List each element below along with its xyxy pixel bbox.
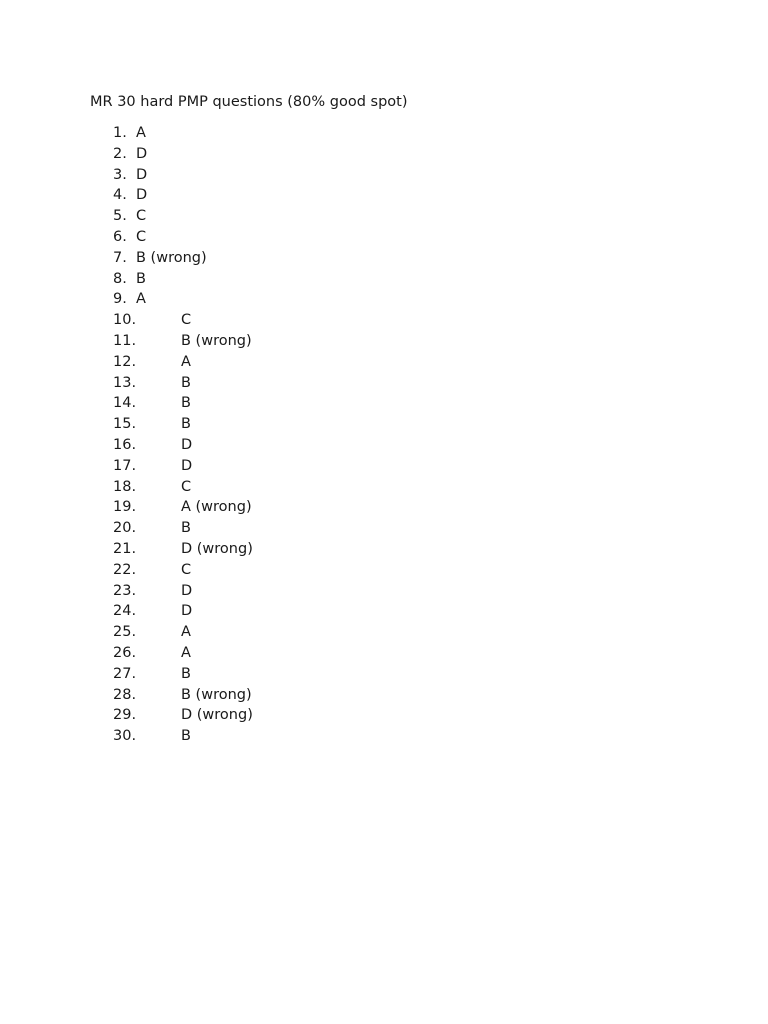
item-answer: B bbox=[181, 665, 191, 682]
item-answer: B (wrong) bbox=[136, 249, 207, 266]
item-answer: A bbox=[181, 644, 191, 661]
item-number: 20. bbox=[113, 520, 137, 537]
item-answer: B bbox=[181, 728, 191, 745]
item-number: 21. bbox=[113, 540, 137, 557]
item-number: 18. bbox=[113, 478, 137, 495]
list-item bbox=[113, 393, 191, 414]
item-number: 2. bbox=[113, 145, 127, 162]
item-answer: B (wrong) bbox=[181, 686, 252, 703]
item-number: 12. bbox=[113, 353, 137, 370]
list-item bbox=[113, 601, 193, 622]
item-answer: D (wrong) bbox=[181, 707, 253, 724]
item-answer: D (wrong) bbox=[181, 540, 253, 557]
list-item bbox=[113, 497, 252, 518]
list-item bbox=[113, 622, 191, 643]
list-item bbox=[113, 248, 207, 269]
item-number: 26. bbox=[113, 644, 137, 661]
list-item bbox=[113, 643, 191, 664]
item-answer: A bbox=[181, 624, 191, 641]
list-item bbox=[113, 664, 191, 685]
item-answer: B bbox=[181, 395, 191, 412]
list-item bbox=[113, 269, 146, 290]
list-item bbox=[113, 726, 191, 747]
list-item bbox=[113, 185, 148, 206]
list-item bbox=[113, 435, 193, 456]
list-item bbox=[113, 352, 191, 373]
item-answer: C bbox=[136, 208, 147, 225]
item-answer: B bbox=[181, 416, 191, 433]
item-answer: B bbox=[136, 270, 146, 287]
list-item bbox=[113, 123, 146, 144]
item-number: 1. bbox=[113, 125, 127, 141]
item-answer: D bbox=[181, 457, 193, 474]
item-number: 4. bbox=[113, 187, 127, 204]
item-answer: C bbox=[136, 228, 147, 245]
item-number: 23. bbox=[113, 582, 137, 599]
item-number: 28. bbox=[113, 686, 137, 703]
list-item bbox=[113, 373, 191, 394]
item-number: 14. bbox=[113, 395, 137, 412]
item-number: 30. bbox=[113, 728, 137, 745]
item-answer: D bbox=[136, 145, 148, 162]
item-answer: D bbox=[181, 603, 193, 620]
item-number: 19. bbox=[113, 499, 137, 516]
item-number: 29. bbox=[113, 707, 137, 724]
item-number: 16. bbox=[113, 436, 137, 453]
item-number: 24. bbox=[113, 603, 137, 620]
list-item bbox=[113, 144, 148, 165]
item-answer: B bbox=[181, 374, 191, 391]
item-number: 22. bbox=[113, 561, 137, 578]
list-item bbox=[113, 456, 193, 477]
page-title: MR 30 hard PMP questions (80% good spot) bbox=[90, 94, 408, 110]
item-number: 25. bbox=[113, 624, 137, 641]
list-item bbox=[113, 685, 252, 706]
answer-list bbox=[113, 123, 253, 747]
item-answer: C bbox=[181, 561, 192, 578]
list-item bbox=[113, 518, 191, 539]
list-item bbox=[113, 289, 146, 310]
item-answer: D bbox=[136, 166, 148, 183]
item-number: 8. bbox=[113, 270, 127, 287]
item-answer: A bbox=[136, 125, 146, 141]
list-item bbox=[113, 331, 252, 352]
item-answer: C bbox=[181, 312, 192, 329]
item-answer: A (wrong) bbox=[181, 499, 252, 516]
item-answer: C bbox=[181, 478, 192, 495]
item-answer: A bbox=[136, 291, 146, 308]
item-number: 3. bbox=[113, 166, 127, 183]
item-number: 9. bbox=[113, 291, 127, 308]
list-item bbox=[113, 477, 192, 498]
item-number: 11. bbox=[113, 332, 137, 349]
item-answer: B (wrong) bbox=[181, 332, 252, 349]
item-number: 7. bbox=[113, 249, 127, 266]
item-number: 13. bbox=[113, 374, 137, 391]
list-item bbox=[113, 206, 147, 227]
item-number: 6. bbox=[113, 228, 127, 245]
item-number: 5. bbox=[113, 208, 127, 225]
item-number: 17. bbox=[113, 457, 137, 474]
list-item bbox=[113, 414, 191, 435]
item-answer: B bbox=[181, 520, 191, 537]
list-item bbox=[113, 227, 147, 248]
item-number: 15. bbox=[113, 416, 137, 433]
item-number: 10. bbox=[113, 312, 137, 329]
item-number: 27. bbox=[113, 665, 137, 682]
list-item bbox=[113, 165, 148, 186]
item-answer: D bbox=[181, 436, 193, 453]
list-item bbox=[113, 705, 253, 726]
list-item bbox=[113, 581, 193, 602]
item-answer: A bbox=[181, 353, 191, 370]
list-item bbox=[113, 560, 192, 581]
list-item bbox=[113, 310, 192, 331]
list-item bbox=[113, 539, 253, 560]
item-answer: D bbox=[181, 582, 193, 599]
item-answer: D bbox=[136, 187, 148, 204]
